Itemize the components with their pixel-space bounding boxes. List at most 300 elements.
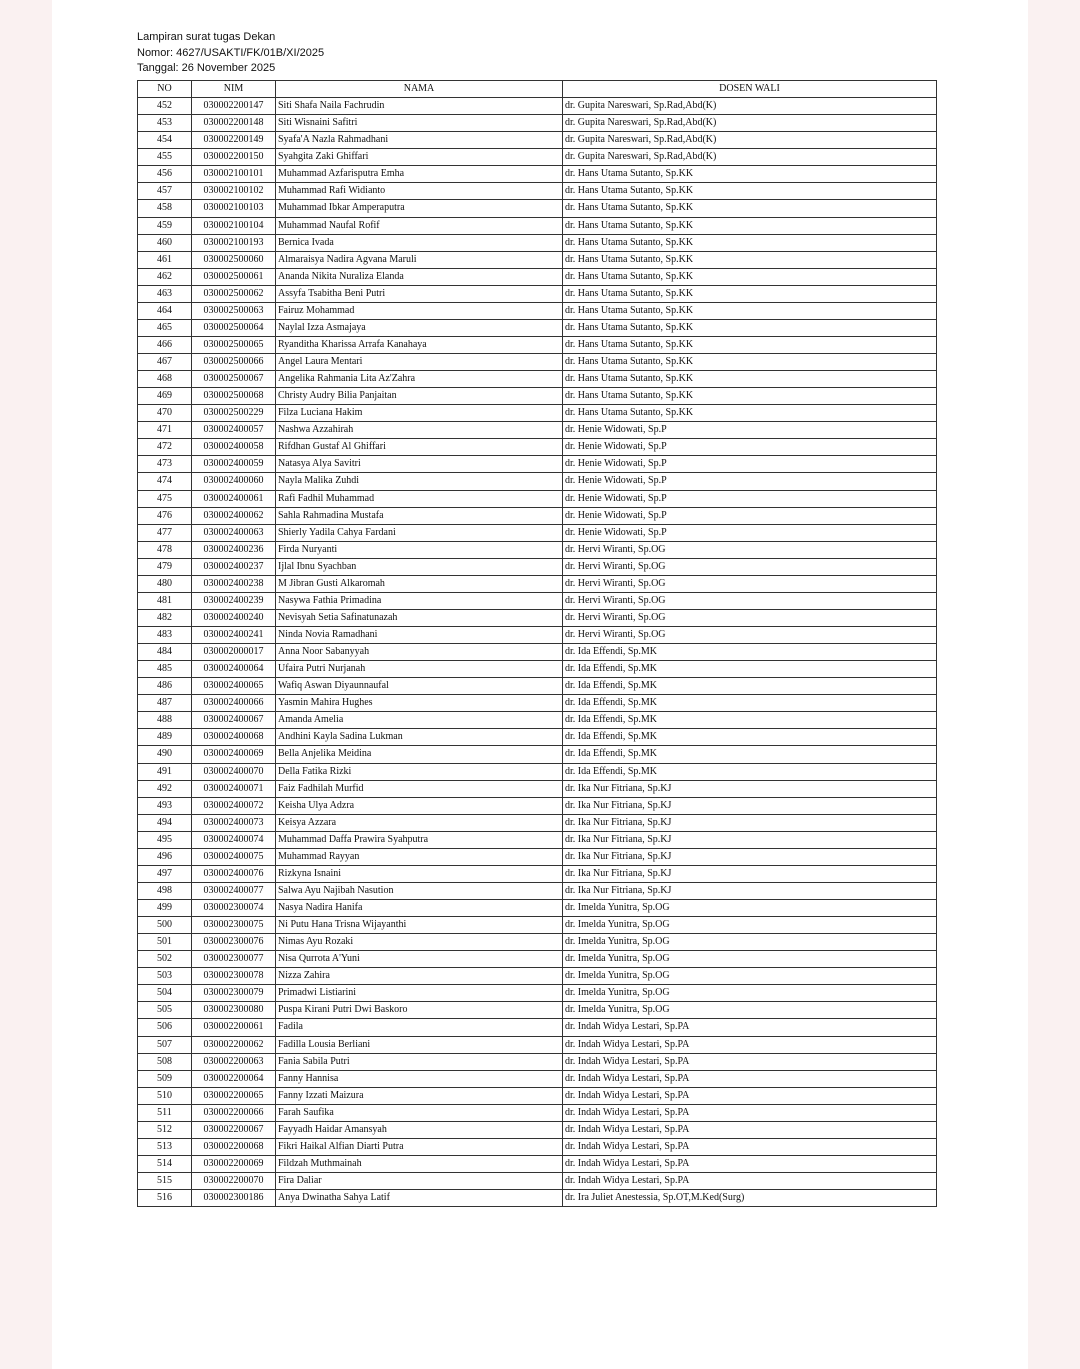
row-number: 496 — [138, 848, 192, 865]
student-name: Ijlal Ibnu Syachban — [276, 558, 563, 575]
table-row — [138, 251, 937, 268]
row-number: 508 — [138, 1053, 192, 1070]
table-row — [138, 865, 937, 882]
advisor-name: dr. Indah Widya Lestari, Sp.PA — [563, 1155, 937, 1172]
advisor-name: dr. Ida Effendi, Sp.MK — [563, 695, 937, 712]
advisor-name: dr. Hervi Wiranti, Sp.OG — [563, 627, 937, 644]
student-nim: 030002500064 — [192, 319, 276, 336]
table-row — [138, 1121, 937, 1138]
student-nim: 030002300080 — [192, 1002, 276, 1019]
student-nim: 030002400071 — [192, 780, 276, 797]
student-nim: 030002400059 — [192, 456, 276, 473]
student-name: Primadwi Listiarini — [276, 985, 563, 1002]
student-name: Rafi Fadhil Muhammad — [276, 490, 563, 507]
table-row — [138, 422, 937, 439]
student-nim: 030002200147 — [192, 98, 276, 115]
student-name: Puspa Kirani Putri Dwi Baskoro — [276, 1002, 563, 1019]
student-name: Keisha Ulya Adzra — [276, 797, 563, 814]
student-nim: 030002400066 — [192, 695, 276, 712]
advisor-name: dr. Henie Widowati, Sp.P — [563, 490, 937, 507]
row-number: 470 — [138, 405, 192, 422]
table-row — [138, 661, 937, 678]
student-nim: 030002400077 — [192, 882, 276, 899]
table-row — [138, 831, 937, 848]
row-number: 460 — [138, 234, 192, 251]
student-nim: 030002300074 — [192, 900, 276, 917]
advisor-name: dr. Ira Juliet Anestessia, Sp.OT,M.Ked(Surg) — [563, 1190, 937, 1207]
row-number: 468 — [138, 371, 192, 388]
table-row — [138, 627, 937, 644]
student-name: Della Fatika Rizki — [276, 763, 563, 780]
row-number: 514 — [138, 1155, 192, 1172]
row-number: 485 — [138, 661, 192, 678]
student-name: Nasywa Fathia Primadina — [276, 592, 563, 609]
student-nim: 030002400068 — [192, 729, 276, 746]
student-name: Siti Shafa Naila Fachrudin — [276, 98, 563, 115]
student-name: Faiz Fadhilah Murfid — [276, 780, 563, 797]
student-nim: 030002300075 — [192, 917, 276, 934]
student-nim: 030002300076 — [192, 934, 276, 951]
advisor-name: dr. Imelda Yunitra, Sp.OG — [563, 985, 937, 1002]
row-number: 492 — [138, 780, 192, 797]
advisor-name: dr. Hans Utama Sutanto, Sp.KK — [563, 166, 937, 183]
row-number: 457 — [138, 183, 192, 200]
student-name: Nevisyah Setia Safinatunazah — [276, 609, 563, 626]
student-name: Muhammad Rayyan — [276, 848, 563, 865]
advisor-name: dr. Imelda Yunitra, Sp.OG — [563, 951, 937, 968]
student-name: Siti Wisnaini Safitri — [276, 115, 563, 132]
student-nim: 030002000017 — [192, 644, 276, 661]
row-number: 511 — [138, 1104, 192, 1121]
table-row — [138, 558, 937, 575]
table-row — [138, 473, 937, 490]
student-name: Christy Audry Bilia Panjaitan — [276, 388, 563, 405]
student-nim: 030002500060 — [192, 251, 276, 268]
row-number: 497 — [138, 865, 192, 882]
row-number: 486 — [138, 678, 192, 695]
row-number: 483 — [138, 627, 192, 644]
column-header-no: NO — [138, 81, 192, 98]
advisor-name: dr. Indah Widya Lestari, Sp.PA — [563, 1087, 937, 1104]
advisor-name: dr. Indah Widya Lestari, Sp.PA — [563, 1019, 937, 1036]
column-header-nama: NAMA — [276, 81, 563, 98]
row-number: 509 — [138, 1070, 192, 1087]
table-row — [138, 712, 937, 729]
advisor-name: dr. Indah Widya Lestari, Sp.PA — [563, 1138, 937, 1155]
student-nim: 030002400063 — [192, 524, 276, 541]
table-row — [138, 132, 937, 149]
student-name: Nasya Nadira Hanifa — [276, 900, 563, 917]
row-number: 499 — [138, 900, 192, 917]
row-number: 478 — [138, 541, 192, 558]
row-number: 479 — [138, 558, 192, 575]
table-row — [138, 1190, 937, 1207]
student-nim: 030002400074 — [192, 831, 276, 848]
table-row — [138, 985, 937, 1002]
table-row — [138, 200, 937, 217]
table-row — [138, 1087, 937, 1104]
student-nim: 030002400070 — [192, 763, 276, 780]
student-name: Fairuz Mohammad — [276, 302, 563, 319]
table-row — [138, 1019, 937, 1036]
table-row — [138, 780, 937, 797]
student-nim: 030002100104 — [192, 217, 276, 234]
student-nim: 030002200063 — [192, 1053, 276, 1070]
table-row — [138, 678, 937, 695]
advisor-name: dr. Ika Nur Fitriana, Sp.KJ — [563, 865, 937, 882]
advisor-name: dr. Ika Nur Fitriana, Sp.KJ — [563, 797, 937, 814]
student-name: Farah Saufika — [276, 1104, 563, 1121]
student-name: Rizkyna Isnaini — [276, 865, 563, 882]
student-name: Fania Sabila Putri — [276, 1053, 563, 1070]
student-nim: 030002400076 — [192, 865, 276, 882]
student-name: Ananda Nikita Nuraliza Elanda — [276, 268, 563, 285]
student-nim: 030002500065 — [192, 336, 276, 353]
row-number: 462 — [138, 268, 192, 285]
student-name: Amanda Amelia — [276, 712, 563, 729]
student-name: Fikri Haikal Alfian Diarti Putra — [276, 1138, 563, 1155]
student-nim: 030002400236 — [192, 541, 276, 558]
row-number: 502 — [138, 951, 192, 968]
row-number: 482 — [138, 609, 192, 626]
table-row — [138, 319, 937, 336]
student-nim: 030002200066 — [192, 1104, 276, 1121]
table-row — [138, 797, 937, 814]
table-row — [138, 644, 937, 661]
student-name: Andhini Kayla Sadina Lukman — [276, 729, 563, 746]
advisor-name: dr. Hervi Wiranti, Sp.OG — [563, 609, 937, 626]
advisor-name: dr. Hans Utama Sutanto, Sp.KK — [563, 217, 937, 234]
row-number: 454 — [138, 132, 192, 149]
student-nim: 030002300079 — [192, 985, 276, 1002]
table-row — [138, 336, 937, 353]
advisor-name: dr. Hans Utama Sutanto, Sp.KK — [563, 302, 937, 319]
row-number: 458 — [138, 200, 192, 217]
advisor-name: dr. Gupita Nareswari, Sp.Rad,Abd(K) — [563, 149, 937, 166]
student-nim: 030002200064 — [192, 1070, 276, 1087]
student-nim: 030002200068 — [192, 1138, 276, 1155]
table-row — [138, 1036, 937, 1053]
student-name: Nayla Malika Zuhdi — [276, 473, 563, 490]
document-page — [52, 0, 1028, 1369]
student-nim: 030002200069 — [192, 1155, 276, 1172]
student-name: Natasya Alya Savitri — [276, 456, 563, 473]
row-number: 506 — [138, 1019, 192, 1036]
advisor-name: dr. Ida Effendi, Sp.MK — [563, 712, 937, 729]
table-row — [138, 388, 937, 405]
advisor-name: dr. Henie Widowati, Sp.P — [563, 439, 937, 456]
table-row — [138, 1053, 937, 1070]
student-name: Nashwa Azzahirah — [276, 422, 563, 439]
row-number: 461 — [138, 251, 192, 268]
row-number: 510 — [138, 1087, 192, 1104]
advisor-name: dr. Hervi Wiranti, Sp.OG — [563, 541, 937, 558]
advisor-name: dr. Gupita Nareswari, Sp.Rad,Abd(K) — [563, 98, 937, 115]
student-nim: 030002200148 — [192, 115, 276, 132]
student-nim: 030002100193 — [192, 234, 276, 251]
table-row — [138, 609, 937, 626]
student-name: Almaraisya Nadira Agvana Maruli — [276, 251, 563, 268]
advisor-name: dr. Hans Utama Sutanto, Sp.KK — [563, 285, 937, 302]
student-name: Fanny Hannisa — [276, 1070, 563, 1087]
table-row — [138, 1173, 937, 1190]
table-row — [138, 848, 937, 865]
student-name: Muhammad Ibkar Amperaputra — [276, 200, 563, 217]
table-row — [138, 951, 937, 968]
table-row — [138, 507, 937, 524]
student-nim: 030002100103 — [192, 200, 276, 217]
advisor-name: dr. Indah Widya Lestari, Sp.PA — [563, 1053, 937, 1070]
row-number: 474 — [138, 473, 192, 490]
student-name: Syahgita Zaki Ghiffari — [276, 149, 563, 166]
student-nim: 030002400075 — [192, 848, 276, 865]
row-number: 491 — [138, 763, 192, 780]
table-row — [138, 234, 937, 251]
row-number: 456 — [138, 166, 192, 183]
row-number: 494 — [138, 814, 192, 831]
row-number: 493 — [138, 797, 192, 814]
table-row — [138, 729, 937, 746]
table-row — [138, 917, 937, 934]
advisor-name: dr. Imelda Yunitra, Sp.OG — [563, 917, 937, 934]
table-row — [138, 695, 937, 712]
student-nim: 030002400057 — [192, 422, 276, 439]
student-name: Fira Daliar — [276, 1173, 563, 1190]
advisor-name: dr. Henie Widowati, Sp.P — [563, 507, 937, 524]
row-number: 495 — [138, 831, 192, 848]
table-row — [138, 268, 937, 285]
student-name: Angelika Rahmania Lita Az'Zahra — [276, 371, 563, 388]
row-number: 505 — [138, 1002, 192, 1019]
student-nim: 030002200062 — [192, 1036, 276, 1053]
row-number: 466 — [138, 336, 192, 353]
table-row — [138, 763, 937, 780]
student-nim: 030002400064 — [192, 661, 276, 678]
advisor-name: dr. Henie Widowati, Sp.P — [563, 524, 937, 541]
advisor-name: dr. Ida Effendi, Sp.MK — [563, 746, 937, 763]
student-name: Fildzah Muthmainah — [276, 1155, 563, 1172]
table-row — [138, 149, 937, 166]
table-row — [138, 1002, 937, 1019]
student-name: Sahla Rahmadina Mustafa — [276, 507, 563, 524]
student-nim: 030002400237 — [192, 558, 276, 575]
student-name: Keisya Azzara — [276, 814, 563, 831]
row-number: 490 — [138, 746, 192, 763]
advisor-name: dr. Hans Utama Sutanto, Sp.KK — [563, 371, 937, 388]
student-name: Ryanditha Kharissa Arrafa Kanahaya — [276, 336, 563, 353]
table-row — [138, 541, 937, 558]
student-nim: 030002400241 — [192, 627, 276, 644]
advisor-name: dr. Hans Utama Sutanto, Sp.KK — [563, 388, 937, 405]
student-nim: 030002300078 — [192, 968, 276, 985]
row-number: 507 — [138, 1036, 192, 1053]
advisor-name: dr. Henie Widowati, Sp.P — [563, 456, 937, 473]
student-nim: 030002400067 — [192, 712, 276, 729]
table-row — [138, 934, 937, 951]
row-number: 498 — [138, 882, 192, 899]
student-name: Nimas Ayu Rozaki — [276, 934, 563, 951]
student-name: Muhammad Daffa Prawira Syahputra — [276, 831, 563, 848]
table-row — [138, 746, 937, 763]
row-number: 488 — [138, 712, 192, 729]
student-name: Bella Anjelika Meidina — [276, 746, 563, 763]
column-header-dosen-wali: DOSEN WALI — [563, 81, 937, 98]
student-name: Salwa Ayu Najibah Nasution — [276, 882, 563, 899]
table-row — [138, 968, 937, 985]
advisor-name: dr. Gupita Nareswari, Sp.Rad,Abd(K) — [563, 132, 937, 149]
student-name: Fadila — [276, 1019, 563, 1036]
row-number: 477 — [138, 524, 192, 541]
student-nim: 030002100102 — [192, 183, 276, 200]
student-nim: 030002200061 — [192, 1019, 276, 1036]
advisor-name: dr. Ika Nur Fitriana, Sp.KJ — [563, 780, 937, 797]
attachment-title: Lampiran surat tugas Dekan — [137, 31, 276, 43]
advisor-name: dr. Hervi Wiranti, Sp.OG — [563, 558, 937, 575]
student-nim: 030002500062 — [192, 285, 276, 302]
table-row — [138, 814, 937, 831]
student-nim: 030002200070 — [192, 1173, 276, 1190]
student-name: Ni Putu Hana Trisna Wijayanthi — [276, 917, 563, 934]
student-nim: 030002400238 — [192, 575, 276, 592]
student-name: Ufaira Putri Nurjanah — [276, 661, 563, 678]
table-row — [138, 354, 937, 371]
table-row — [138, 405, 937, 422]
advisor-name: dr. Ida Effendi, Sp.MK — [563, 661, 937, 678]
row-number: 476 — [138, 507, 192, 524]
student-name: Assyfa Tsabitha Beni Putri — [276, 285, 563, 302]
advisor-name: dr. Indah Widya Lestari, Sp.PA — [563, 1036, 937, 1053]
table-row — [138, 1070, 937, 1087]
row-number: 513 — [138, 1138, 192, 1155]
row-number: 471 — [138, 422, 192, 439]
row-number: 512 — [138, 1121, 192, 1138]
advisor-name: dr. Ida Effendi, Sp.MK — [563, 729, 937, 746]
student-nim: 030002200150 — [192, 149, 276, 166]
student-nim: 030002200065 — [192, 1087, 276, 1104]
row-number: 487 — [138, 695, 192, 712]
row-number: 455 — [138, 149, 192, 166]
student-nim: 030002400062 — [192, 507, 276, 524]
table-row — [138, 302, 937, 319]
student-name: Anya Dwinatha Sahya Latif — [276, 1190, 563, 1207]
advisor-name: dr. Indah Widya Lestari, Sp.PA — [563, 1121, 937, 1138]
table-row — [138, 490, 937, 507]
student-nim: 030002400065 — [192, 678, 276, 695]
row-number: 469 — [138, 388, 192, 405]
student-nim: 030002500063 — [192, 302, 276, 319]
table-row — [138, 115, 937, 132]
advisor-name: dr. Indah Widya Lestari, Sp.PA — [563, 1173, 937, 1190]
row-number: 504 — [138, 985, 192, 1002]
advisor-name: dr. Hans Utama Sutanto, Sp.KK — [563, 251, 937, 268]
student-name: Fadilla Lousia Berliani — [276, 1036, 563, 1053]
student-name: Yasmin Mahira Hughes — [276, 695, 563, 712]
advisor-name: dr. Imelda Yunitra, Sp.OG — [563, 900, 937, 917]
student-nim: 030002400069 — [192, 746, 276, 763]
advisor-name: dr. Ika Nur Fitriana, Sp.KJ — [563, 882, 937, 899]
letter-header — [137, 30, 324, 77]
student-nim: 030002500229 — [192, 405, 276, 422]
advisor-name: dr. Henie Widowati, Sp.P — [563, 473, 937, 490]
advisor-name: dr. Hans Utama Sutanto, Sp.KK — [563, 234, 937, 251]
student-advisor-table — [137, 80, 937, 1207]
student-name: Nisa Qurrota A'Yuni — [276, 951, 563, 968]
row-number: 501 — [138, 934, 192, 951]
row-number: 475 — [138, 490, 192, 507]
advisor-name: dr. Gupita Nareswari, Sp.Rad,Abd(K) — [563, 115, 937, 132]
row-number: 484 — [138, 644, 192, 661]
student-nim: 030002400058 — [192, 439, 276, 456]
advisor-name: dr. Hans Utama Sutanto, Sp.KK — [563, 183, 937, 200]
table-row — [138, 217, 937, 234]
student-name: Muhammad Azfarisputra Emha — [276, 166, 563, 183]
table-row — [138, 900, 937, 917]
advisor-name: dr. Henie Widowati, Sp.P — [563, 422, 937, 439]
advisor-name: dr. Ika Nur Fitriana, Sp.KJ — [563, 814, 937, 831]
row-number: 459 — [138, 217, 192, 234]
advisor-name: dr. Hans Utama Sutanto, Sp.KK — [563, 354, 937, 371]
table-row — [138, 166, 937, 183]
advisor-name: dr. Ida Effendi, Sp.MK — [563, 644, 937, 661]
advisor-name: dr. Hervi Wiranti, Sp.OG — [563, 575, 937, 592]
table-row — [138, 371, 937, 388]
row-number: 489 — [138, 729, 192, 746]
row-number: 453 — [138, 115, 192, 132]
advisor-name: dr. Imelda Yunitra, Sp.OG — [563, 934, 937, 951]
advisor-name: dr. Indah Widya Lestari, Sp.PA — [563, 1070, 937, 1087]
student-name: Shierly Yadila Cahya Fardani — [276, 524, 563, 541]
row-number: 473 — [138, 456, 192, 473]
advisor-name: dr. Imelda Yunitra, Sp.OG — [563, 968, 937, 985]
advisor-name: dr. Hans Utama Sutanto, Sp.KK — [563, 319, 937, 336]
student-nim: 030002500061 — [192, 268, 276, 285]
student-nim: 030002400240 — [192, 609, 276, 626]
student-name: Syafa'A Nazla Rahmadhani — [276, 132, 563, 149]
letter-number: Nomor: 4627/USAKTI/FK/01B/XI/2025 — [137, 46, 325, 59]
student-name: Anna Noor Sabanyyah — [276, 644, 563, 661]
row-number: 472 — [138, 439, 192, 456]
student-nim: 030002300186 — [192, 1190, 276, 1207]
table-row — [138, 1138, 937, 1155]
row-number: 480 — [138, 575, 192, 592]
column-header-nim: NIM — [192, 81, 276, 98]
row-number: 503 — [138, 968, 192, 985]
student-nim: 030002400072 — [192, 797, 276, 814]
advisor-name: dr. Imelda Yunitra, Sp.OG — [563, 1002, 937, 1019]
table-header-row — [138, 81, 937, 98]
student-name: M Jibran Gusti Alkaromah — [276, 575, 563, 592]
student-name: Firda Nuryanti — [276, 541, 563, 558]
student-nim: 030002400060 — [192, 473, 276, 490]
advisor-name: dr. Hans Utama Sutanto, Sp.KK — [563, 336, 937, 353]
student-name: Bernica Ivada — [276, 234, 563, 251]
advisor-name: dr. Indah Widya Lestari, Sp.PA — [563, 1104, 937, 1121]
student-name: Filza Luciana Hakim — [276, 405, 563, 422]
student-nim: 030002200067 — [192, 1121, 276, 1138]
student-name: Angel Laura Mentari — [276, 354, 563, 371]
table-row — [138, 98, 937, 115]
advisor-name: dr. Hans Utama Sutanto, Sp.KK — [563, 268, 937, 285]
row-number: 481 — [138, 592, 192, 609]
row-number: 464 — [138, 302, 192, 319]
student-nim: 030002400061 — [192, 490, 276, 507]
student-nim: 030002400073 — [192, 814, 276, 831]
letter-date: Tanggal: 26 November 2025 — [137, 62, 276, 74]
table-row — [138, 524, 937, 541]
advisor-name: dr. Ida Effendi, Sp.MK — [563, 678, 937, 695]
table-row — [138, 592, 937, 609]
advisor-name: dr. Hans Utama Sutanto, Sp.KK — [563, 200, 937, 217]
